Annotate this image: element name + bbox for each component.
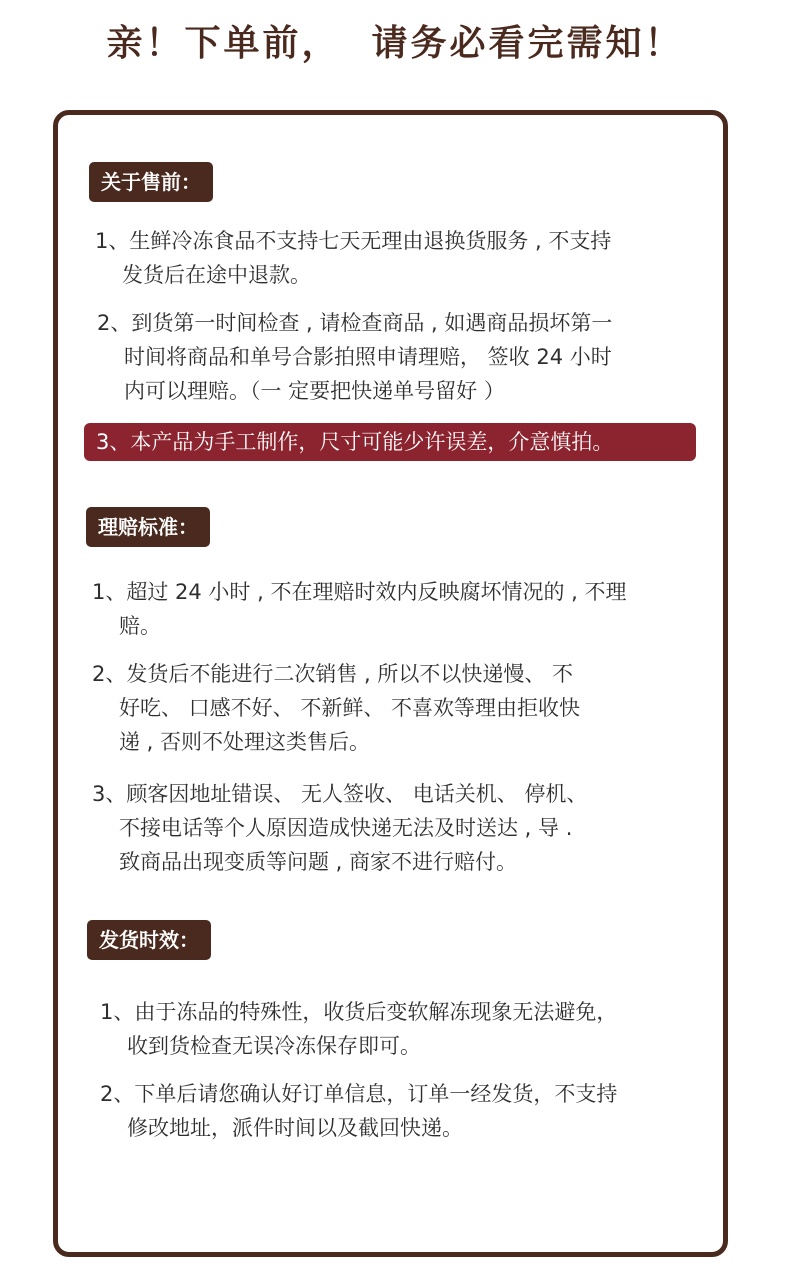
- page-title: 亲！下单前， 请务必看完需知！: [106, 23, 684, 64]
- shipping-item-1: [100, 995, 617, 1063]
- claims-item-1: [92, 575, 626, 643]
- shipping-item-2: [100, 1077, 617, 1145]
- presale-item-1: [95, 224, 611, 292]
- shipping-item-2-line-2: 修改地址，派件时间以及截回快递。: [127, 1116, 463, 1140]
- section-label-shipping: 发货时效：: [87, 920, 211, 960]
- shipping-item-2-line-1: 2、下单后请您确认好订单信息，订单一经发货，不支持: [100, 1082, 618, 1106]
- claims-item-2-line-2: 好吃、 口感不好、 不新鲜、 不喜欢等理由拒收快: [119, 696, 581, 720]
- presale-item-2-line-1: 2、到货第一时间检查 , 请检查商品 , 如遇商品损坏第一: [97, 311, 613, 335]
- presale-item-2-line-2: 时间将商品和单号合影拍照申请理赔， 签收 24 小时: [124, 345, 612, 369]
- claims-item-2-line-3: 递 , 否则不处理这类售后。: [119, 730, 371, 754]
- section-label-claims: 理赔标准：: [86, 507, 210, 547]
- shipping-item-1-line-1: 1、由于冻品的特殊性，收货后变软解冻现象无法避免，: [100, 1000, 618, 1024]
- claims-item-3-line-3: 致商品出现变质等问题 , 商家不进行赔付。: [119, 850, 518, 874]
- presale-item-1-line-1: 1、生鲜冷冻食品不支持七天无理由退换货服务 , 不支持: [95, 229, 612, 253]
- shipping-item-1-line-2: 收到货检查无误冷冻保存即可。: [127, 1034, 421, 1058]
- claims-item-2-line-1: 2、发货后不能进行二次销售 , 所以不以快递慢、 不: [92, 662, 574, 686]
- claims-item-2: [92, 657, 580, 759]
- presale-item-3-highlight: 3、本产品为手工制作，尺寸可能少许误差，介意慎拍。: [84, 423, 696, 461]
- presale-item-2: [97, 306, 612, 408]
- claims-item-1-line-1: 1、超过 24 小时 , 不在理赔时效内反映腐坏情况的 , 不理: [92, 580, 627, 604]
- claims-item-1-line-2: 赔。: [119, 614, 161, 638]
- claims-item-3-line-1: 3、顾客因地址错误、 无人签收、 电话关机、 停机、: [92, 782, 588, 806]
- claims-item-3: [92, 777, 587, 879]
- claims-item-3-line-2: 不接电话等个人原因造成快递无法及时送达 , 导 .: [119, 816, 573, 840]
- presale-item-2-line-3: 内可以理赔。（一 定要把快递单号留好 ）: [124, 379, 505, 403]
- section-label-presale: 关于售前：: [89, 162, 213, 202]
- presale-item-1-line-2: 发货后在途中退款。: [122, 263, 311, 287]
